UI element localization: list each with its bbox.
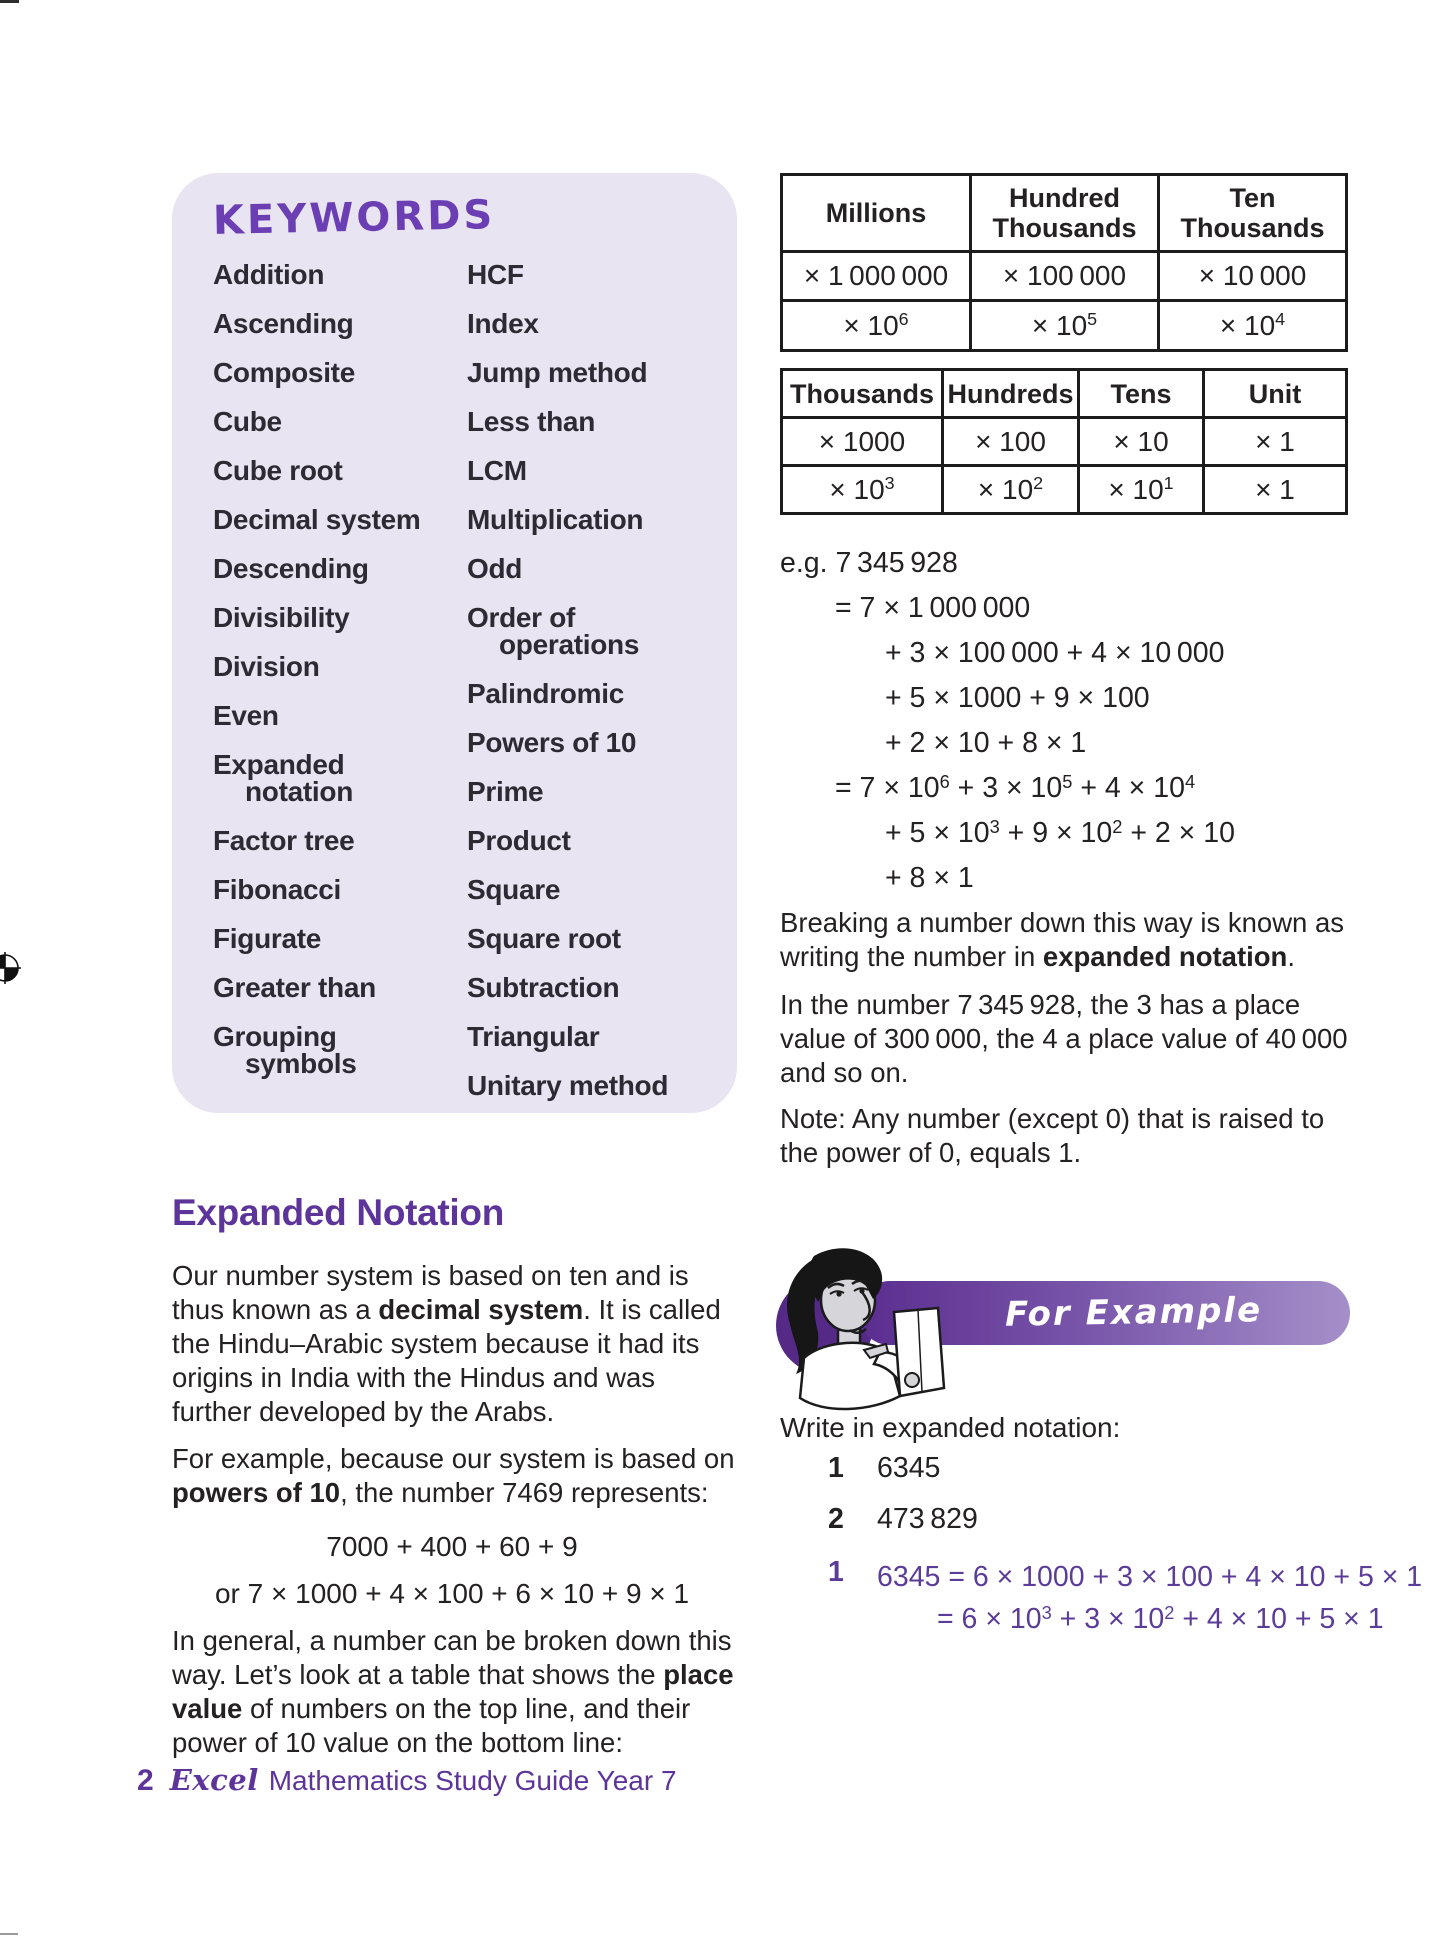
keyword-item: Subtraction: [467, 972, 620, 1003]
keyword-item: Composite: [213, 357, 355, 388]
equation-7469-products: or 7 × 1000 + 4 × 100 + 6 × 10 + 9 × 1: [214, 1578, 690, 1609]
table-cell: × 1: [1204, 418, 1347, 466]
text-line: value of numbers on the top line, and their: [172, 1693, 691, 1724]
keyword-item: Multiplication: [467, 504, 644, 535]
keyword-item: Factor tree: [213, 825, 355, 856]
right-column-text: [780, 906, 1370, 1183]
keyword-item: Index: [467, 308, 539, 339]
keyword-item: HCF: [467, 259, 524, 290]
keyword-item: Powers of 10: [467, 727, 637, 758]
place-value-table-upper: [780, 173, 1348, 352]
keyword-item: Divisibility: [213, 602, 350, 633]
left-column-text: [172, 1259, 747, 1773]
table-cell: × 100 000: [971, 252, 1159, 301]
text-line: + 3 × 100 000 + 4 × 10 000: [885, 637, 1225, 669]
problem-row: [828, 1452, 978, 1485]
keyword-item: Descending: [213, 553, 369, 584]
table-header-cell: Millions: [782, 175, 971, 252]
keyword-item: Triangular: [467, 1021, 600, 1052]
keyword-item: Product: [467, 825, 571, 856]
table-power-row: [782, 466, 1347, 514]
table-cell: × $10^5$: [971, 301, 1159, 351]
table-cell: × 1: [1204, 466, 1347, 514]
text-line: + 5 × 1000 + 9 × 100: [885, 682, 1150, 714]
text-line: = $6 \times 10^3 + 3 \times 10^2 + 4 \times 10 + 5 \times 1$: [937, 1601, 1384, 1635]
text-line: 6345 = 6 × 1000 + 3 × 100 + 4 × 10 + 5 × 1: [877, 1561, 1423, 1593]
table-cell: × $10^2$: [943, 466, 1079, 514]
keyword-item: Division: [213, 651, 320, 682]
text-line: In the number 7 345 928, the 3 has a place: [780, 989, 1301, 1020]
text-line: For example, because our system is based on: [172, 1443, 735, 1474]
problem-row: [828, 1503, 978, 1536]
table-header-row: [782, 370, 1347, 418]
worked-answer: [828, 1556, 1422, 1640]
table-multiplier-row: [782, 252, 1347, 301]
table-cell: × $10^4$: [1159, 301, 1347, 351]
table-cell: × 100: [943, 418, 1079, 466]
brand-logo: Excel: [169, 1763, 259, 1797]
table-cell: × $10^3$: [782, 466, 943, 514]
crop-mark-top-left: [0, 0, 19, 3]
text-line: the power of 0, equals 1.: [780, 1137, 1082, 1168]
text-line: origins in India with the Hindus and was: [172, 1362, 656, 1393]
text-line: further developed by the Arabs.: [172, 1396, 555, 1427]
exercise-prompt: Write in expanded notation:: [780, 1412, 1121, 1443]
crop-mark-bottom-left: [0, 1933, 18, 1935]
text-line: = 7 × 1 000 000: [835, 592, 1031, 624]
text-line: = $7 \times 10^6 + 3 \times 10^5 + 4 \times 10^4$: [835, 770, 1196, 804]
table-cell: × $10^6$: [782, 301, 971, 351]
keyword-item: Greater than: [213, 972, 376, 1003]
keyword-item: Fibonacci: [213, 874, 341, 905]
problem-number: 2: [828, 1503, 844, 1535]
text-line: Our number system is based on ten and is: [172, 1260, 689, 1291]
answer-equations: [877, 1556, 1422, 1640]
keywords-columns: [213, 261, 722, 1121]
keyword-item: Decimal system: [213, 504, 421, 535]
text-line: way. Let’s look at a table that shows the place: [172, 1659, 734, 1690]
text-line: Note: Any number (except 0) that is raised to: [780, 1103, 1325, 1134]
table-cell: × 1000: [782, 418, 943, 466]
paragraph-expanded-notation-definition: [780, 906, 1370, 974]
problem-value: 6345: [877, 1452, 941, 1484]
problem-value: 473 829: [877, 1503, 978, 1535]
answer-number: 1: [828, 1556, 844, 1588]
keyword-item: LCM: [467, 455, 527, 486]
series-title: Mathematics Study Guide Year 7: [268, 1765, 677, 1796]
text-line: the Hindu–Arabic system because it had its: [172, 1328, 700, 1359]
table-header-cell: Tens: [1079, 370, 1204, 418]
keyword-item: Addition: [213, 259, 325, 290]
equation-7469-sum: 7000 + 400 + 60 + 9: [326, 1531, 578, 1562]
problem-number: 1: [828, 1452, 844, 1484]
text-line: thus known as a decimal system. It is called: [172, 1294, 721, 1325]
paragraph-place-value-table-intro: [172, 1624, 747, 1760]
page-number: 2: [137, 1764, 154, 1797]
text-line: writing the number in expanded notation.: [780, 941, 1295, 972]
text-line: + 8 × 1: [885, 862, 974, 894]
table-cell: × 10 000: [1159, 252, 1347, 301]
keyword-item: Less than: [467, 406, 596, 437]
keywords-box: [172, 173, 737, 1113]
text-line: + $5 \times 10^3 + 9 \times 10^2 + 2 \times 10$: [885, 815, 1235, 849]
registration-mark-icon: [0, 951, 22, 985]
table-multiplier-row: [782, 418, 1347, 466]
keyword-item: Square root: [467, 923, 621, 954]
keyword-item: Palindromic: [467, 678, 624, 709]
keyword-item: Square: [467, 874, 561, 905]
text-line: value of 300 000, the 4 a place value of 40 000: [780, 1023, 1348, 1054]
table-cell: × $10^1$: [1079, 466, 1204, 514]
keyword-item: Unitary method: [467, 1070, 669, 1101]
text-line: + 2 × 10 + 8 × 1: [885, 727, 1087, 759]
keywords-column-1: [213, 261, 438, 1121]
paragraph-decimal-system: [172, 1259, 747, 1429]
place-value-table-lower: [780, 368, 1348, 515]
table-header-cell: Unit: [1204, 370, 1347, 418]
table-cell: × 1 000 000: [782, 252, 971, 301]
table-header-cell: Ten Thousands: [1159, 175, 1347, 252]
table-cell: × 10: [1079, 418, 1204, 466]
text-line: and so on.: [780, 1057, 909, 1088]
section-heading: Expanded Notation: [172, 1192, 505, 1233]
keyword-item: Jump method: [467, 357, 648, 388]
keyword-item: Grouping symbols: [213, 1021, 357, 1079]
keywords-title: KEYWORDS: [212, 192, 496, 244]
text-line: powers of 10, the number 7469 represents:: [172, 1477, 709, 1508]
keyword-item: Expanded notation: [213, 749, 354, 807]
text-line: Breaking a number down this way is known as: [780, 907, 1345, 938]
exercise-problems: [828, 1452, 978, 1554]
table-header-cell: Thousands: [782, 370, 943, 418]
text-line: power of 10 value on the bottom line:: [172, 1727, 623, 1758]
paragraph-powers-of-10: [172, 1442, 747, 1510]
keyword-item: Cube root: [213, 455, 343, 486]
text-line: In general, a number can be broken down this: [172, 1625, 732, 1656]
reading-girl-illustration: [768, 1246, 960, 1438]
keywords-column-2: [467, 261, 722, 1121]
keyword-item: Ascending: [213, 308, 354, 339]
keyword-item: Figurate: [213, 923, 322, 954]
paragraph-place-value-example: [780, 988, 1370, 1090]
keyword-item: Order of operations: [467, 602, 640, 660]
example-breakdown-equations: [780, 541, 1380, 901]
text-line: e.g. 7 345 928: [780, 547, 958, 579]
table-header-cell: Hundreds: [943, 370, 1079, 418]
table-header-cell: Hundred Thousands: [971, 175, 1159, 252]
paragraph-power-zero-note: [780, 1102, 1370, 1170]
keyword-item: Even: [213, 700, 279, 731]
table-power-row: [782, 301, 1347, 351]
keyword-item: Odd: [467, 553, 523, 584]
keyword-item: Cube: [213, 406, 282, 437]
for-example-banner-label: For Example: [1005, 1290, 1263, 1335]
table-header-row: [782, 175, 1347, 252]
page-footer: [137, 1763, 677, 1798]
keyword-item: Prime: [467, 776, 544, 807]
